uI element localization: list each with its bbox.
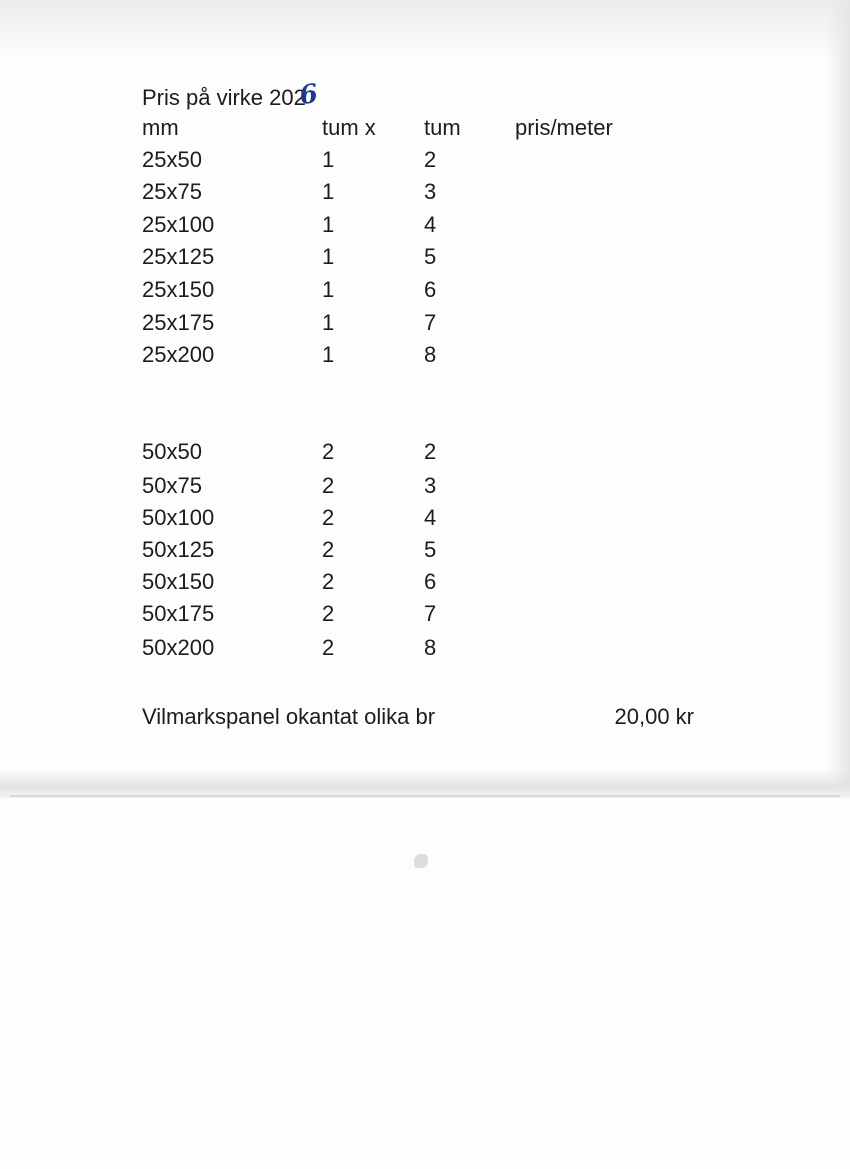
cell-tum: 5 bbox=[424, 244, 437, 269]
cell-mm: 50x200 bbox=[142, 635, 215, 660]
cell-mm: 50x175 bbox=[142, 601, 215, 626]
scan-shadow-top bbox=[0, 0, 850, 60]
cell-tum-x: 2 bbox=[322, 569, 335, 594]
cell-tum: 7 bbox=[424, 310, 437, 335]
cell-mm: 50x150 bbox=[142, 569, 215, 594]
cell-mm: 25x150 bbox=[142, 277, 215, 302]
cell-mm: 50x50 bbox=[142, 439, 202, 464]
header-mm: mm bbox=[142, 115, 179, 140]
cell-mm: 25x125 bbox=[142, 244, 215, 269]
cell-tum: 8 bbox=[424, 342, 437, 367]
cell-tum: 6 bbox=[424, 277, 437, 302]
scan-shadow-right bbox=[826, 0, 850, 790]
cell-tum-x: 2 bbox=[322, 505, 335, 530]
cell-tum: 8 bbox=[424, 635, 437, 660]
cell-mm: 50x125 bbox=[142, 537, 215, 562]
cell-tum-x: 1 bbox=[322, 147, 335, 172]
page-fold bbox=[0, 770, 850, 798]
header-tum: tum bbox=[424, 115, 461, 140]
cell-mm: 25x175 bbox=[142, 310, 215, 335]
cell-mm: 50x75 bbox=[142, 473, 202, 498]
cell-tum: 5 bbox=[424, 537, 437, 562]
smudge-mark bbox=[414, 854, 428, 868]
handwritten-year-digit: 6 bbox=[297, 78, 320, 112]
cell-tum: 2 bbox=[424, 439, 437, 464]
title-text: Pris på virke 202 bbox=[142, 85, 306, 110]
header-tum-x: tum x bbox=[322, 115, 376, 140]
cell-tum-x: 2 bbox=[322, 439, 335, 464]
cell-tum-x: 2 bbox=[322, 601, 335, 626]
cell-tum-x: 1 bbox=[322, 212, 335, 237]
cell-mm: 50x100 bbox=[142, 505, 215, 530]
cell-tum: 7 bbox=[424, 601, 437, 626]
cell-tum: 3 bbox=[424, 179, 437, 204]
page-title bbox=[142, 78, 320, 112]
header-price: pris/meter bbox=[515, 115, 613, 140]
cell-tum-x: 2 bbox=[322, 473, 335, 498]
cell-tum-x: 2 bbox=[322, 635, 335, 660]
cell-mm: 25x75 bbox=[142, 179, 202, 204]
cell-mm: 25x100 bbox=[142, 212, 215, 237]
sheet-edge bbox=[10, 795, 840, 797]
footer-label: Vilmarkspanel okantat olika br bbox=[142, 704, 436, 729]
footer-price: 20,00 kr bbox=[614, 704, 694, 729]
cell-tum: 6 bbox=[424, 569, 437, 594]
cell-mm: 25x50 bbox=[142, 147, 202, 172]
cell-tum-x: 1 bbox=[322, 342, 335, 367]
cell-mm: 25x200 bbox=[142, 342, 215, 367]
cell-tum-x: 1 bbox=[322, 244, 335, 269]
cell-tum: 4 bbox=[424, 505, 437, 530]
cell-tum-x: 1 bbox=[322, 310, 335, 335]
cell-tum-x: 1 bbox=[322, 179, 335, 204]
cell-tum: 2 bbox=[424, 147, 437, 172]
cell-tum: 4 bbox=[424, 212, 437, 237]
cell-tum: 3 bbox=[424, 473, 437, 498]
cell-tum-x: 1 bbox=[322, 277, 335, 302]
cell-tum-x: 2 bbox=[322, 537, 335, 562]
